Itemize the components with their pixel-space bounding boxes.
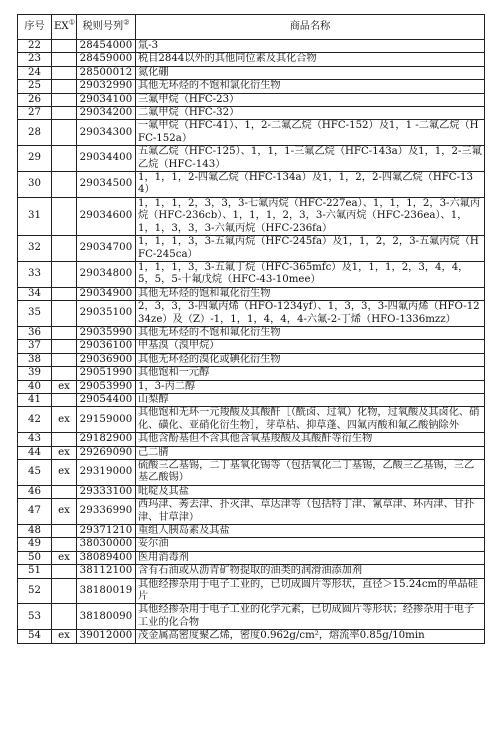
table-row: [18, 433, 485, 446]
table-row: [18, 565, 485, 578]
row-ex-cell: [52, 565, 77, 578]
row-code-cell: [77, 604, 136, 630]
row-code-cell: [77, 433, 136, 446]
row-name-text: 税目2844以外的其他同位素及其化合物: [138, 53, 317, 65]
row-seq-cell: [18, 120, 52, 146]
row-name-text: 1，1，1，3，3-五氟丁烷（HFC-365mfc）及1，1，1，2，3，4，4，5，5，5-十氟戊烷（HFC-43-10mee）: [138, 261, 469, 286]
row-name-text: 1，1，1，2-四氟乙烷（HFC-134a）及1，1，2，2-四氟乙烷（HFC-134）: [138, 172, 473, 196]
row-ex-cell: [52, 578, 77, 604]
row-name-cell: [136, 367, 485, 380]
row-ex-cell: [52, 80, 77, 93]
row-name-text: 妥尔油: [138, 538, 169, 550]
row-code-text: 38112100: [79, 565, 133, 577]
row-ex-cell: [52, 551, 77, 564]
row-code-text: 29035100: [79, 307, 133, 319]
row-code-cell: [77, 380, 136, 393]
row-seq-text: 29: [28, 152, 41, 164]
table-row: [18, 630, 485, 643]
row-name-cell: [136, 604, 485, 630]
row-code-cell: [77, 80, 136, 93]
table-row: [18, 172, 485, 198]
row-name-cell: [136, 40, 485, 53]
table-row: [18, 236, 485, 262]
row-seq-cell: [18, 236, 52, 262]
table-row: [18, 551, 485, 564]
row-ex-text: ex: [58, 380, 70, 392]
table-row: [18, 301, 485, 327]
row-seq-cell: [18, 340, 52, 353]
row-name-cell: [136, 460, 485, 486]
table-row: [18, 407, 485, 433]
row-name-text: 其他饱和无环一元羧酸及其酸酐［（酰卤、过氧）化物，过氧酸及其卤化、硝化、磺化、亚硝化衍生物］，芽草枯、抑草蓬、四氟丙酸和氟乙酸钠除外: [138, 407, 480, 431]
row-seq-cell: [18, 565, 52, 578]
row-seq-cell: [18, 367, 52, 380]
row-seq-text: 38: [28, 353, 41, 365]
row-code-text: 29034800: [79, 268, 133, 280]
header-name-label: 商品名称: [289, 20, 331, 32]
table-header-row: [18, 15, 485, 40]
row-code-text: 29034300: [79, 126, 133, 138]
row-seq-cell: [18, 578, 52, 604]
row-code-text: 29034700: [79, 242, 133, 254]
row-seq-text: 22: [28, 40, 41, 51]
row-code-text: 29159000: [79, 413, 133, 425]
row-name-cell: [136, 93, 485, 106]
row-seq-cell: [18, 604, 52, 630]
row-name-text: 硫酸三乙基锡，二丁基氧化锡等（包括氧化二丁基锡，乙酸三乙基锡，三乙基乙酸锡）: [138, 460, 475, 484]
row-seq-cell: [18, 433, 52, 446]
row-ex-cell: [52, 146, 77, 172]
row-ex-cell: [52, 393, 77, 406]
row-seq-text: 43: [28, 433, 41, 445]
table-row: [18, 107, 485, 120]
row-code-text: 38180090: [79, 610, 133, 622]
row-code-text: 29336990: [79, 505, 133, 517]
table-row: [18, 261, 485, 287]
row-code-text: 29053990: [79, 380, 133, 392]
row-seq-text: 48: [28, 525, 41, 537]
row-name-text: 含有石油或从沥青矿物提取的油类的润滑油添加剂: [138, 565, 363, 577]
table-row: [18, 93, 485, 106]
row-code-cell: [77, 172, 136, 198]
row-ex-text: ex: [58, 466, 70, 478]
row-name-cell: [136, 446, 485, 459]
row-name-cell: [136, 53, 485, 66]
table-row: [18, 499, 485, 525]
row-code-cell: [77, 340, 136, 353]
row-seq-text: 34: [28, 287, 41, 299]
row-seq-text: 28: [28, 126, 41, 138]
row-code-text: 29034600: [79, 210, 133, 222]
row-seq-text: 45: [28, 466, 41, 478]
row-ex-cell: [52, 340, 77, 353]
row-code-cell: [77, 353, 136, 366]
row-name-text: 医用消毒剂: [138, 551, 189, 563]
table-row: [18, 40, 485, 53]
row-name-text: 其他经掺杂用于电子工业的，已切成圆片等形状，直径＞15.24cm的单晶硅片: [138, 578, 478, 603]
row-name-text: 山梨醇: [138, 393, 169, 405]
table-row: [18, 578, 485, 604]
row-code-text: 29054400: [79, 393, 133, 405]
header-ex-label: EX: [54, 20, 69, 32]
row-name-text: 其他无环烃的不饱和氯化衍生物: [138, 80, 281, 92]
row-name-cell: [136, 326, 485, 339]
row-code-text: 29034200: [79, 107, 133, 119]
row-code-cell: [77, 261, 136, 287]
header-name: [136, 15, 485, 40]
row-ex-cell: [52, 499, 77, 525]
row-seq-cell: [18, 287, 52, 300]
row-seq-cell: [18, 172, 52, 198]
row-seq-cell: [18, 66, 52, 79]
row-name-text: 2，3，3，3-四氟丙烯（HFO-1234yf）、1，3，3，3-四氟丙烯（HFO-1234ze）及（Z）-1，1，1，4，4，4-六氟-2-丁烯（HFO-1336mzz）: [138, 301, 480, 325]
table-row: [18, 446, 485, 459]
row-seq-cell: [18, 53, 52, 66]
row-code-cell: [77, 367, 136, 380]
row-name-cell: [136, 551, 485, 564]
row-code-text: 29036900: [79, 353, 133, 365]
row-ex-cell: [52, 380, 77, 393]
table-row: [18, 326, 485, 339]
row-name-cell: [136, 630, 485, 643]
row-code-text: 29034100: [79, 93, 133, 105]
row-name-text: 1，3-丙二醇: [138, 380, 196, 392]
row-seq-cell: [18, 80, 52, 93]
row-seq-text: 49: [28, 538, 41, 550]
row-code-cell: [77, 485, 136, 498]
row-code-cell: [77, 407, 136, 433]
row-seq-text: 30: [28, 178, 41, 190]
row-seq-text: 32: [28, 242, 41, 254]
row-seq-cell: [18, 407, 52, 433]
row-seq-text: 27: [28, 107, 41, 119]
row-seq-text: 23: [28, 53, 41, 65]
row-seq-text: 54: [28, 630, 41, 642]
row-seq-cell: [18, 261, 52, 287]
tariff-table: [17, 14, 485, 644]
row-seq-text: 46: [28, 485, 41, 497]
row-code-text: 29333100: [79, 485, 133, 497]
row-seq-text: 31: [28, 210, 41, 222]
row-ex-text: ex: [58, 446, 70, 458]
row-name-text: 一氟甲烷（HFC-41）、1，2-二氟乙烷（HFC-152）及1，1 -二氟乙烷（HFC-152a）: [138, 120, 479, 144]
row-name-cell: [136, 197, 485, 235]
row-seq-text: 25: [28, 80, 41, 92]
row-name-cell: [136, 301, 485, 327]
row-name-text: 己二腈: [138, 446, 169, 458]
row-code-cell: [77, 326, 136, 339]
row-code-text: 29051990: [79, 367, 133, 379]
row-name-cell: [136, 565, 485, 578]
row-ex-cell: [52, 460, 77, 486]
row-seq-text: 24: [28, 66, 41, 78]
row-ex-cell: [52, 485, 77, 498]
row-code-cell: [77, 53, 136, 66]
row-name-text: 重组人胰岛素及其盐: [138, 525, 230, 537]
row-name-cell: [136, 353, 485, 366]
row-seq-cell: [18, 380, 52, 393]
row-seq-cell: [18, 107, 52, 120]
row-code-cell: [77, 197, 136, 235]
row-code-text: 39012000: [79, 630, 133, 642]
row-code-cell: [77, 551, 136, 564]
table-row: [18, 353, 485, 366]
row-code-text: 38030000: [79, 538, 133, 550]
row-code-cell: [77, 525, 136, 538]
table-row: [18, 66, 485, 79]
row-code-cell: [77, 578, 136, 604]
row-code-cell: [77, 66, 136, 79]
row-name-text: 甲基溴（溴甲烷）: [138, 340, 220, 352]
row-code-cell: [77, 107, 136, 120]
row-code-cell: [77, 287, 136, 300]
row-code-text: 29034500: [79, 178, 133, 190]
table-row: [18, 538, 485, 551]
row-seq-cell: [18, 538, 52, 551]
row-ex-cell: [52, 604, 77, 630]
table-row: [18, 367, 485, 380]
row-ex-cell: [52, 433, 77, 446]
header-ex: [52, 15, 77, 40]
row-seq-text: 36: [28, 326, 41, 338]
row-ex-cell: [52, 172, 77, 198]
row-ex-cell: [52, 107, 77, 120]
table-row: [18, 604, 485, 630]
row-ex-cell: [52, 630, 77, 643]
row-name-text: 二氟甲烷（HFC-32）: [138, 107, 240, 119]
row-seq-cell: [18, 301, 52, 327]
row-code-cell: [77, 120, 136, 146]
row-code-cell: [77, 565, 136, 578]
header-code-footnote-mark: ②: [123, 18, 130, 27]
row-seq-cell: [18, 485, 52, 498]
row-code-text: 29036100: [79, 340, 133, 352]
row-ex-cell: [52, 538, 77, 551]
row-ex-text: ex: [58, 505, 70, 517]
row-seq-cell: [18, 460, 52, 486]
row-name-cell: [136, 120, 485, 146]
row-name-text: 五氟乙烷（HFC-125）、1，1，1-三氟乙烷（HFC-143a）及1，1，2-三氟乙烷（HFC-143）: [138, 146, 482, 170]
row-ex-cell: [52, 407, 77, 433]
row-name-text: 其他无环烃的不饱和氟化衍生物: [138, 326, 281, 338]
row-seq-cell: [18, 525, 52, 538]
row-ex-cell: [52, 236, 77, 262]
row-seq-cell: [18, 630, 52, 643]
row-seq-cell: [18, 197, 52, 235]
row-seq-text: 39: [28, 367, 41, 379]
table-row: [18, 146, 485, 172]
row-seq-text: 35: [28, 307, 41, 319]
row-code-text: 29371210: [79, 525, 133, 537]
row-ex-cell: [52, 120, 77, 146]
row-ex-cell: [52, 93, 77, 106]
table-row: [18, 80, 485, 93]
row-name-cell: [136, 172, 485, 198]
row-code-cell: [77, 236, 136, 262]
row-ex-cell: [52, 301, 77, 327]
row-ex-cell: [52, 261, 77, 287]
table-row: [18, 287, 485, 300]
row-name-text: 其他无环烃的饱和氟化衍生物: [138, 287, 271, 299]
row-name-cell: [136, 287, 485, 300]
row-name-cell: [136, 340, 485, 353]
row-name-text: 氮化硼: [138, 66, 169, 78]
row-name-cell: [136, 578, 485, 604]
row-name-cell: [136, 485, 485, 498]
row-code-cell: [77, 93, 136, 106]
row-name-cell: [136, 433, 485, 446]
row-name-text: 氚-3: [138, 40, 159, 51]
row-code-text: 29319000: [79, 466, 133, 478]
row-seq-cell: [18, 40, 52, 53]
row-name-cell: [136, 261, 485, 287]
row-seq-text: 41: [28, 393, 41, 405]
row-name-cell: [136, 236, 485, 262]
row-ex-text: ex: [58, 413, 70, 425]
row-name-cell: [136, 146, 485, 172]
row-code-text: 29269090: [79, 446, 133, 458]
row-code-text: 29034900: [79, 287, 133, 299]
row-ex-cell: [52, 446, 77, 459]
row-code-cell: [77, 460, 136, 486]
row-seq-cell: [18, 93, 52, 106]
row-seq-cell: [18, 326, 52, 339]
row-name-cell: [136, 380, 485, 393]
row-ex-cell: [52, 197, 77, 235]
row-name-cell: [136, 393, 485, 406]
row-name-cell: [136, 525, 485, 538]
row-code-text: 38089400: [79, 551, 133, 563]
row-ex-cell: [52, 525, 77, 538]
row-ex-cell: [52, 367, 77, 380]
row-code-text: 28454000: [79, 40, 133, 51]
table-row: [18, 380, 485, 393]
header-code-label: 税则号列: [82, 20, 124, 32]
row-code-cell: [77, 393, 136, 406]
row-name-text: 其他经掺杂用于电子工业的化学元素，已切成圆片等形状；经掺杂用于电子工业的化合物: [138, 604, 475, 628]
row-code-text: 28459000: [79, 53, 133, 65]
row-ex-text: ex: [58, 551, 70, 563]
row-code-text: 29035990: [79, 326, 133, 338]
row-seq-text: 50: [28, 551, 41, 563]
table-row: [18, 340, 485, 353]
row-name-text: 其他饱和一元醇: [138, 367, 210, 379]
row-code-cell: [77, 146, 136, 172]
row-seq-cell: [18, 551, 52, 564]
row-code-text: 29182900: [79, 433, 133, 445]
row-ex-cell: [52, 353, 77, 366]
row-seq-text: 26: [28, 93, 41, 105]
row-code-text: 29032990: [79, 80, 133, 92]
row-code-text: 38180019: [79, 584, 133, 596]
row-seq-cell: [18, 393, 52, 406]
row-code-cell: [77, 499, 136, 525]
row-name-cell: [136, 407, 485, 433]
row-name-cell: [136, 80, 485, 93]
table-row: [18, 393, 485, 406]
row-name-text: 1，1，1，2，3，3，3-七氟丙烷（HFC-227ea）、1，1，1，2，3-六氟丙烷（HFC-236cb）、1，1，1，2，3，3-六氟丙烷（HFC-236ea）、1，1，1，3，3，3-六氟丙烷（HFC-236fa）: [138, 197, 481, 234]
row-name-text: 1，1，1，3，3-五氟丙烷（HFC-245fa）及1，1，2，2，3-五氟丙烷（HFC-245ca）: [138, 236, 479, 260]
row-ex-cell: [52, 287, 77, 300]
row-ex-cell: [52, 53, 77, 66]
row-ex-cell: [52, 66, 77, 79]
table-row: [18, 120, 485, 146]
row-name-text: 其他含酚基但不含其他含氧基羧酸及其酸酐等衍生物: [138, 433, 373, 445]
table-row: [18, 197, 485, 235]
row-name-text: 西玛津、莠去津、扑灭津、草达津等（包括特丁津、氰草津、环丙津、甘扑津、甘草津）: [138, 499, 475, 523]
row-seq-text: 40: [28, 380, 41, 392]
row-seq-cell: [18, 499, 52, 525]
row-seq-text: 47: [28, 505, 41, 517]
header-seq-label: 序号: [24, 20, 45, 32]
table-row: [18, 485, 485, 498]
row-code-text: 28500012: [79, 66, 133, 78]
row-seq-cell: [18, 146, 52, 172]
row-seq-text: 42: [28, 413, 41, 425]
table-row: [18, 460, 485, 486]
row-code-cell: [77, 40, 136, 53]
header-seq: [18, 15, 52, 40]
row-name-text: 三氟甲烷（HFC-23）: [138, 93, 240, 105]
row-seq-text: 52: [28, 584, 41, 596]
row-name-cell: [136, 107, 485, 120]
table-row: [18, 525, 485, 538]
row-name-text: 其他无环烃的溴化或碘化衍生物: [138, 353, 281, 365]
row-seq-text: 51: [28, 565, 41, 577]
row-seq-cell: [18, 446, 52, 459]
header-ex-footnote-mark: ①: [68, 18, 75, 27]
table-row: [18, 53, 485, 66]
row-code-cell: [77, 301, 136, 327]
row-seq-cell: [18, 353, 52, 366]
row-ex-cell: [52, 326, 77, 339]
row-seq-text: 44: [28, 446, 41, 458]
row-code-cell: [77, 446, 136, 459]
row-ex-text: ex: [58, 630, 70, 642]
row-name-text: 吡啶及其盐: [138, 485, 189, 497]
row-code-text: 29034400: [79, 152, 133, 164]
row-name-cell: [136, 538, 485, 551]
row-code-cell: [77, 630, 136, 643]
row-code-cell: [77, 538, 136, 551]
row-seq-text: 37: [28, 340, 41, 352]
row-ex-cell: [52, 40, 77, 53]
row-name-cell: [136, 499, 485, 525]
row-name-text: 茂金属高密度聚乙烯，密度0.962g/cm²，熔流率0.85g/10min: [138, 630, 425, 642]
header-code: [77, 15, 136, 40]
row-seq-text: 33: [28, 268, 41, 280]
row-name-cell: [136, 66, 485, 79]
table-body: [18, 40, 485, 644]
row-seq-text: 53: [28, 610, 41, 622]
